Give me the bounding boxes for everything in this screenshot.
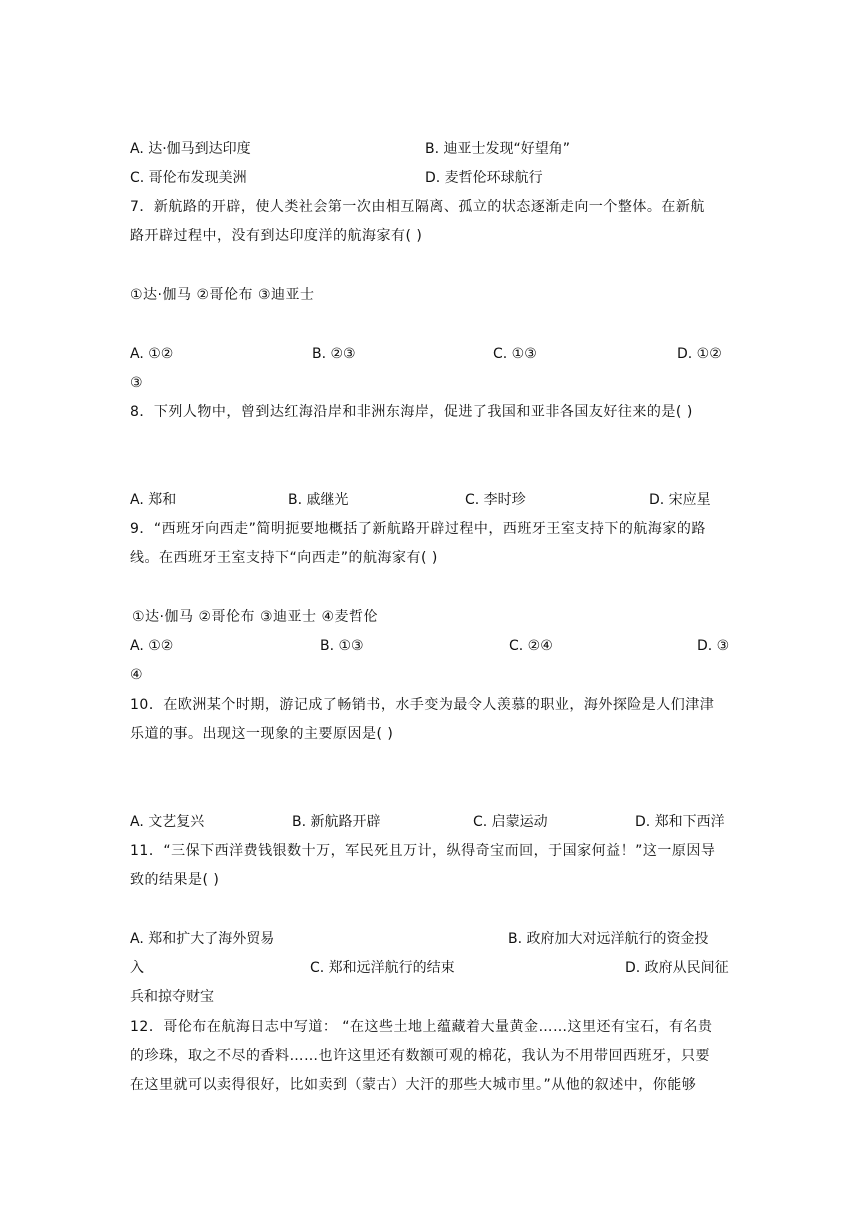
q6-option-b: B. 迪亚士发现“好望角” <box>425 141 571 157</box>
q9-option-a: A. ①② <box>130 638 174 654</box>
q9-question-line-2: 线。在西班牙王室支持下“向西走”的航海家有( ) <box>130 550 438 566</box>
q7-question-line-1: 7．新航路的开辟，使人类社会第一次由相互隔离、孤立的状态逐渐走向一个整体。在新航 <box>130 199 705 215</box>
q9-option-d-wrap: ④ <box>130 667 143 683</box>
q12-question-line-2: 的珍珠，取之不尽的香料……也许这里还有数额可观的棉花，我认为不用带回西班牙，只要 <box>130 1048 710 1064</box>
q10-option-a: A. 文艺复兴 <box>130 814 205 830</box>
q12-question-line-1: 12．哥伦布在航海日志中写道： “在这些土地上蕴藏着大量黄金……这里还有宝石，有名贵 <box>130 1019 713 1035</box>
q11-question-line-2: 致的结果是( ) <box>130 872 220 888</box>
q9-option-c: C. ②④ <box>509 638 553 654</box>
q11-option-a: A. 郑和扩大了海外贸易 <box>130 931 275 947</box>
q11-option-d-wrap: 兵和掠夺财宝 <box>130 989 214 1005</box>
q6-option-d: D. 麦哲伦环球航行 <box>425 170 543 186</box>
q8-question-line-1: 8．下列人物中，曾到达红海沿岸和非洲东海岸，促进了我国和亚非各国友好往来的是( ) <box>130 404 693 420</box>
q10-question-line-1: 10．在欧洲某个时期，游记成了畅销书，水手变为最令人羡慕的职业，海外探险是人们津津 <box>130 697 715 713</box>
q7-option-b: B. ②③ <box>312 346 356 362</box>
q12-question-line-3: 在这里就可以卖得很好，比如卖到（蒙古）大汗的那些大城市里。”从他的叙述中，你能够 <box>130 1077 697 1093</box>
q8-option-c: C. 李时珍 <box>465 492 526 508</box>
q11-option-d: D. 政府从民间征 <box>625 960 729 976</box>
q8-option-d: D. 宋应星 <box>649 492 711 508</box>
q7-option-c: C. ①③ <box>493 346 537 362</box>
q6-option-a: A. 达·伽马到达印度 <box>130 141 251 157</box>
q7-items: ①达·伽马 ②哥伦布 ③迪亚士 <box>130 287 315 303</box>
q6-option-c: C. 哥伦布发现美洲 <box>130 170 247 186</box>
q9-question-line-1: 9．“西班牙向西走”简明扼要地概括了新航路开辟过程中，西班牙王室支持下的航海家的路 <box>130 521 706 537</box>
q11-question-line-1: 11．“三保下西洋费钱银数十万，军民死且万计，纵得奇宝而回，于国家何益！”这一原因导 <box>130 843 716 859</box>
q9-items: ①达·伽马 ②哥伦布 ③迪亚士 ④麦哲伦 <box>132 609 379 625</box>
q11-option-b: B. 政府加大对远洋航行的资金投 <box>508 931 709 947</box>
q10-option-c: C. 启蒙运动 <box>473 814 548 830</box>
q7-option-d: D. ①② <box>677 346 722 362</box>
q10-option-b: B. 新航路开辟 <box>292 814 381 830</box>
q11-option-c: C. 郑和远洋航行的结束 <box>310 960 455 976</box>
q8-option-b: B. 戚继光 <box>288 492 349 508</box>
q9-option-d: D. ③ <box>697 638 730 654</box>
q7-question-line-2: 路开辟过程中，没有到达印度洋的航海家有( ) <box>130 228 423 244</box>
q10-option-d: D. 郑和下西洋 <box>635 814 725 830</box>
q7-option-a: A. ①② <box>130 346 174 362</box>
q9-option-b: B. ①③ <box>320 638 364 654</box>
q7-option-d-wrap: ③ <box>130 375 143 391</box>
q8-option-a: A. 郑和 <box>130 492 177 508</box>
q11-option-b-wrap: 入 <box>130 960 144 976</box>
q10-question-line-2: 乐道的事。出现这一现象的主要原因是( ) <box>130 726 394 742</box>
